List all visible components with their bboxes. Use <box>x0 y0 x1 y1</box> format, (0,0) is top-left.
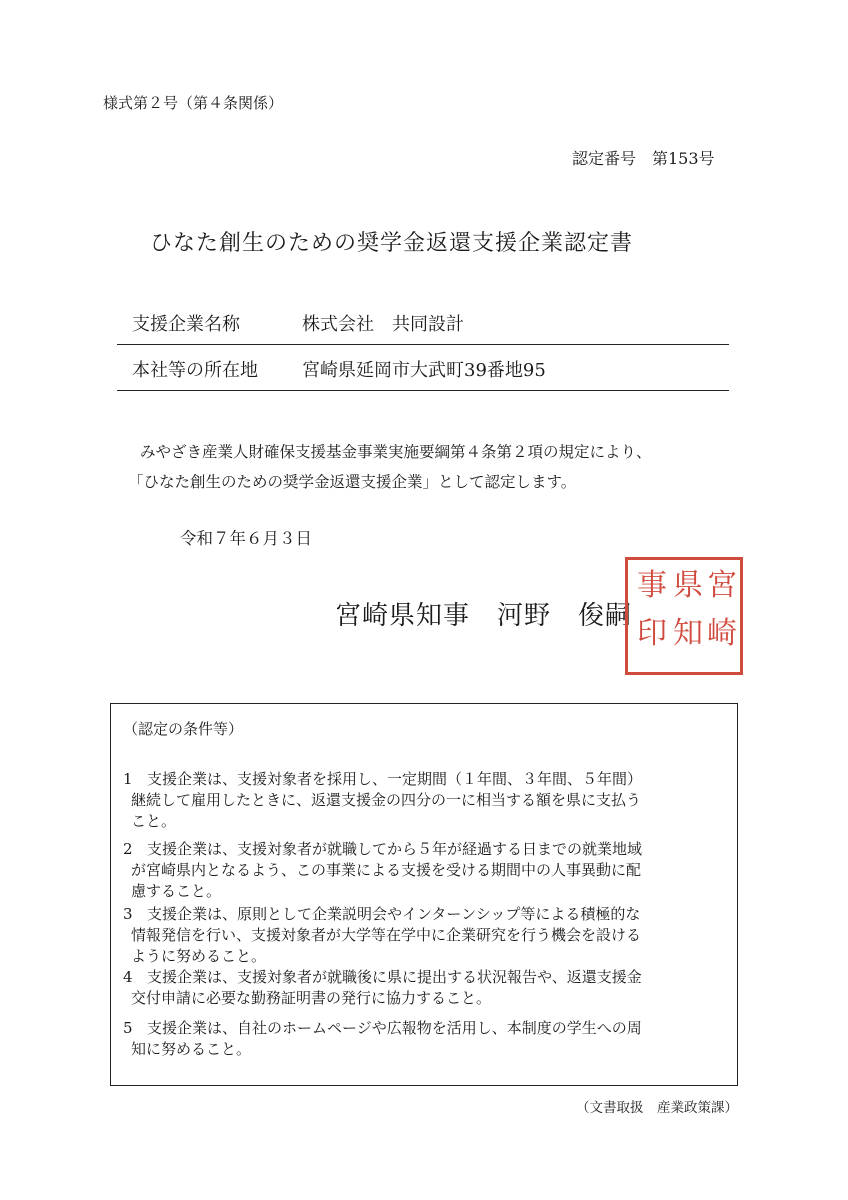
condition-item <box>123 904 641 967</box>
condition-line: 情報発信を行い、支援対象者が大学等在学中に企業研究を行う機会を設ける <box>131 926 642 944</box>
condition-line: ように努めること。 <box>131 947 267 965</box>
condition-number: 5 <box>123 1019 133 1037</box>
seal-character: 県 <box>673 568 703 603</box>
condition-number: 1 <box>123 770 133 788</box>
condition-number: 3 <box>123 905 133 923</box>
condition-number: 4 <box>123 968 133 986</box>
condition-line: 支援企業は、原則として企業説明会やインターンシップ等による積極的な <box>147 905 641 923</box>
conditions-title: （認定の条件等） <box>123 720 244 738</box>
signatory: 宮崎県知事 河野 俊嗣 <box>335 601 633 631</box>
company-name-row <box>117 306 729 345</box>
company-name-value: 株式会社 共同設計 <box>302 314 464 335</box>
seal-character: 印 <box>637 616 667 651</box>
body-text-line-1: みやざき産業人財確保支援基金事業実施要綱第４条第２項の規定により、 <box>140 443 652 461</box>
condition-item <box>123 1018 642 1060</box>
footer-note: （文書取扱 産業政策課） <box>576 1100 738 1116</box>
condition-line: 支援企業は、支援対象者が就職後に県に提出する状況報告や、返還支援金 <box>147 968 642 986</box>
body-text-line-2: 「ひなた創生のための奨学金返還支援企業」として認定します。 <box>128 473 577 491</box>
condition-item <box>123 839 642 902</box>
condition-line: が宮崎県内となるよう、この事業による支援を受ける期間中の人事異動に配 <box>131 861 642 879</box>
document-title: ひなた創生のための奨学金返還支援企業認定書 <box>150 231 634 256</box>
issue-date: 令和７年６月３日 <box>180 529 312 548</box>
condition-line: こと。 <box>131 812 177 830</box>
seal-character: 知 <box>673 616 703 651</box>
address-row <box>117 352 729 391</box>
seal-character: 崎 <box>707 616 737 651</box>
condition-line: 支援企業は、支援対象者が就職してから５年が経過する日までの就業地域 <box>147 840 643 858</box>
seal-character: 事 <box>637 568 667 603</box>
address-value: 宮崎県延岡市大武町39番地95 <box>302 360 546 381</box>
condition-line: 支援企業は、支援対象者を採用し、一定期間（１年間、３年間、５年間） <box>147 770 643 788</box>
conditions-box <box>110 703 738 1086</box>
condition-item <box>123 769 642 832</box>
company-name-label: 支援企業名称 <box>132 314 240 335</box>
condition-item <box>123 967 642 1009</box>
condition-line: 交付申請に必要な勤務証明書の発行に協力すること。 <box>131 989 492 1007</box>
condition-number: 2 <box>123 840 133 858</box>
address-label: 本社等の所在地 <box>132 360 258 381</box>
condition-line: 慮すること。 <box>131 882 222 900</box>
official-seal-stamp <box>625 557 743 675</box>
condition-line: 支援企業は、自社のホームページや広報物を活用し、本制度の学生への周 <box>147 1019 642 1037</box>
seal-character: 宮 <box>707 568 737 603</box>
certification-number: 認定番号 第153号 <box>572 149 715 168</box>
condition-line: 継続して雇用したときに、返還支援金の四分の一に相当する額を県に支払う <box>131 791 642 809</box>
form-number: 様式第２号（第４条関係） <box>103 94 284 112</box>
condition-line: 知に努めること。 <box>131 1040 252 1058</box>
